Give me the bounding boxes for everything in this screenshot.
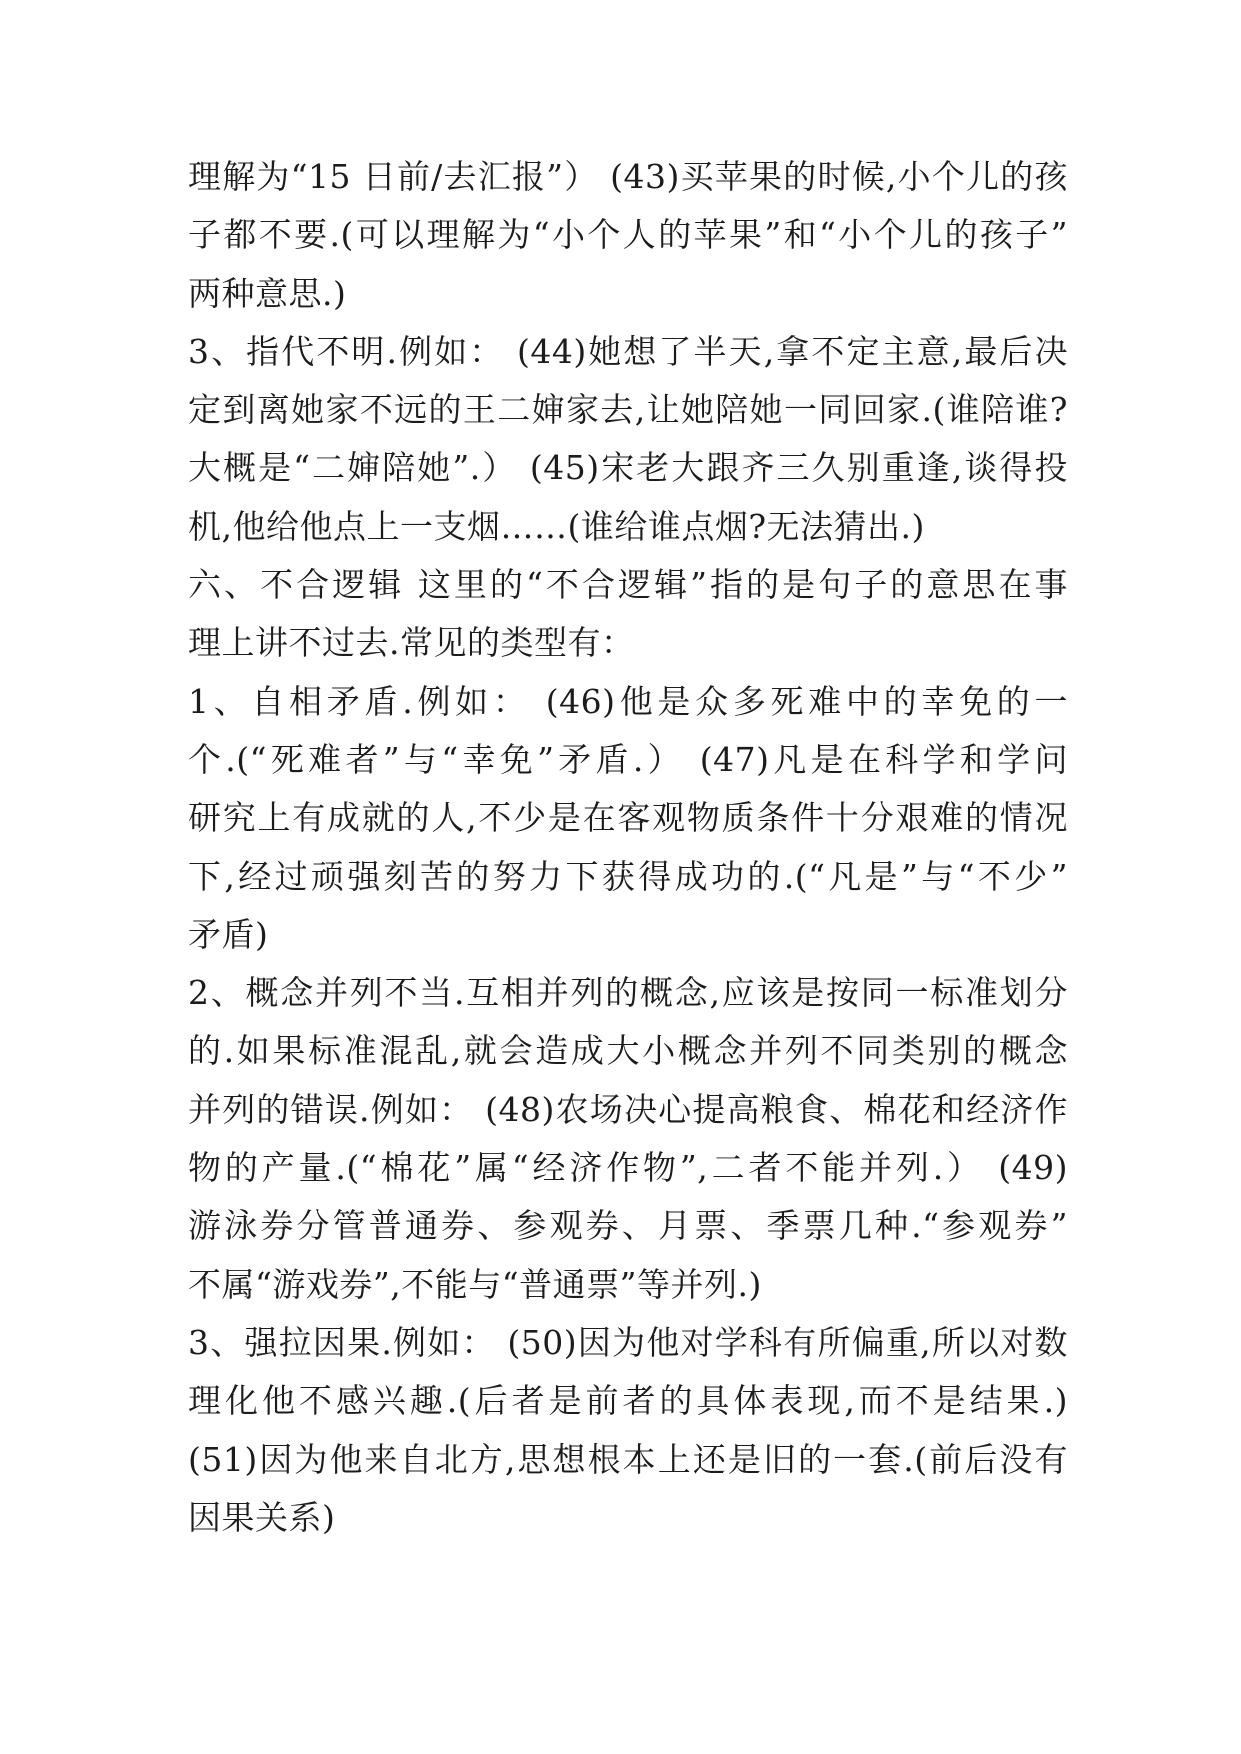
- text-line: (51)因为他来自北方,思想根本上还是旧的一套.(前后没有: [188, 1439, 1068, 1479]
- text-line: 3、强拉因果.例如： (50)因为他对学科有所偏重,所以对数: [188, 1322, 1068, 1362]
- text-line: 下,经过顽强刻苦的努力下获得成功的.(“凡是”与“不少”: [188, 856, 1068, 896]
- text-line: 矛盾): [188, 914, 269, 954]
- text-line: 理上讲不过去.常见的类型有：: [188, 623, 635, 663]
- text-line: 个.(“死难者”与“幸免”矛盾.） (47)凡是在科学和学问: [188, 739, 1068, 779]
- text-line: 物的产量.(“棉花”属“经济作物”,二者不能并列.） (49): [188, 1148, 1068, 1188]
- text-line: 子都不要.(可以理解为“小个人的苹果”和“小个儿的孩子”: [188, 215, 1068, 255]
- text-line: 并列的错误.例如： (48)农场决心提高粮食、棉花和经济作: [188, 1089, 1068, 1129]
- text-line: 2、概念并列不当.互相并列的概念,应该是按同一标准划分: [188, 973, 1068, 1013]
- text-line: 定到离她家不远的王二婶家去,让她陪她一同回家.(谁陪谁?: [188, 390, 1068, 430]
- document-page: [188, 148, 1068, 1547]
- text-line: 1、自相矛盾.例如： (46)他是众多死难中的幸免的一: [188, 681, 1068, 721]
- text-line: 机,他给他点上一支烟……(谁给谁点烟?无法猜出.): [188, 506, 925, 546]
- text-line: 理解为“15 日前/去汇报”） (43)买苹果的时候,小个儿的孩: [188, 157, 1068, 196]
- text-line: 研究上有成就的人,不少是在客观物质条件十分艰难的情况: [188, 798, 1068, 838]
- section-heading-line: 六、不合逻辑 这里的“不合逻辑”指的是句子的意思在事: [188, 565, 1068, 605]
- text-line: 理化他不感兴趣.(后者是前者的具体表现,而不是结果.): [188, 1381, 1068, 1421]
- text-line: 因果关系): [188, 1497, 336, 1537]
- text-line: 游泳券分管普通券、参观券、月票、季票几种.“参观券”: [188, 1206, 1068, 1246]
- text-line: 两种意思.): [188, 273, 347, 313]
- text-line: 不属“游戏券”,不能与“普通票”等并列.): [188, 1264, 762, 1304]
- text-line: 大概是“二婶陪她”.） (45)宋老大跟齐三久别重逢,谈得投: [188, 448, 1068, 488]
- text-line: 3、指代不明.例如： (44)她想了半天,拿不定主意,最后决: [188, 331, 1068, 371]
- text-line: 的.如果标准混乱,就会造成大小概念并列不同类别的概念: [188, 1031, 1068, 1071]
